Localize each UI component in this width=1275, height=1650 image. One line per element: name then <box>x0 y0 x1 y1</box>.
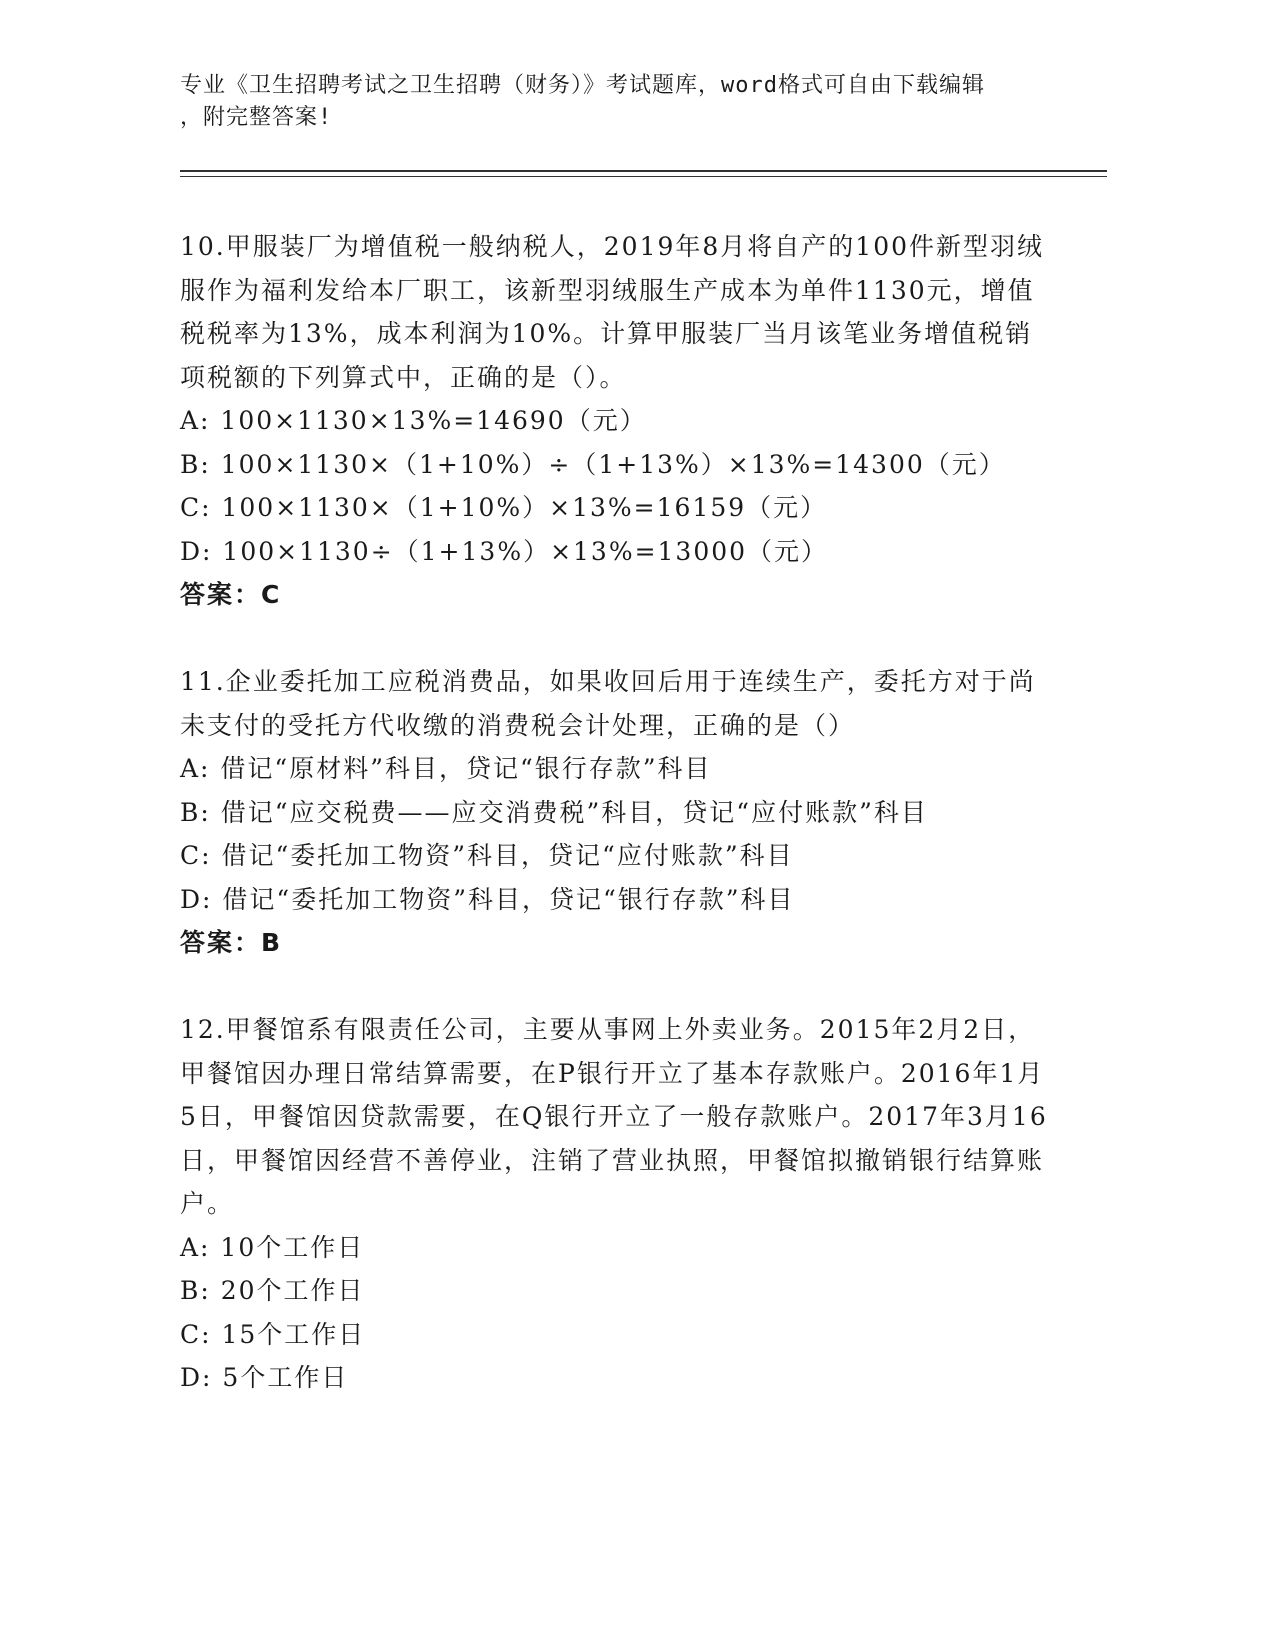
header-rule-thin <box>180 176 1107 177</box>
answer: 答案：B <box>180 928 283 957</box>
question-stem: 11.企业委托加工应税消费品，如果收回后用于连续生产，委托方对于尚未支付的受托方代收缴的消费税会计处理，正确的是（） <box>180 667 1036 740</box>
document-header <box>180 70 1050 134</box>
option-b: B: 20个工作日 <box>180 1276 365 1305</box>
header-line-1: 专业《卫生招聘考试之卫生招聘（财务）》考试题库，word格式可自由下载编辑 <box>180 73 985 98</box>
option-c: C: 15个工作日 <box>180 1319 366 1349</box>
option-a: A: 100×1130×13%=14690（元） <box>180 406 647 435</box>
header-line-2: ，附完整答案! <box>180 105 333 130</box>
option-d: D: 借记“委托加工物资”科目，贷记“银行存款”科目 <box>180 884 795 914</box>
option-a: A: 借记“原材料”科目，贷记“银行存款”科目 <box>180 754 712 783</box>
option-a: A: 10个工作日 <box>180 1232 365 1262</box>
answer: 答案：C <box>180 580 282 609</box>
option-c: C: 借记“委托加工物资”科目，贷记“应付账款”科目 <box>180 841 794 870</box>
question-12 <box>180 1008 1050 1400</box>
option-d: D: 100×1130÷（1+13%）×13%=13000（元） <box>180 536 829 566</box>
question-11 <box>180 660 1050 965</box>
option-c: C: 100×1130×（1+10%）×13%=16159（元） <box>180 493 828 522</box>
question-10 <box>180 225 1050 617</box>
header-rule-thick <box>180 170 1107 172</box>
option-b: B: 借记“应交税费——应交消费税”科目，贷记“应付账款”科目 <box>180 797 928 827</box>
question-stem: 10.甲服装厂为增值税一般纳税人，2019年8月将自产的100件新型羽绒服作为福利发给本厂职工，该新型羽绒服生产成本为单件1130元，增值税税率为13%，成本利润为10%。计算甲服装厂当月该笔业务增值税销项税额的下列算式中，正确的是（）。 <box>180 232 1045 392</box>
question-stem: 12.甲餐馆系有限责任公司，主要从事网上外卖业务。2015年2月2日，甲餐馆因办理日常结算需要，在P银行开立了基本存款账户。2016年1月5日，甲餐馆因贷款需要，在Q银行开立了一般存款账户。2017年3月16日，甲餐馆因经营不善停业，注销了营业执照，甲餐馆拟撤销银行结算账户。 <box>180 1015 1048 1218</box>
option-d: D: 5个工作日 <box>180 1363 349 1392</box>
option-b: B: 100×1130×（1+10%）÷（1+13%）×13%=14300（元） <box>180 449 1006 479</box>
